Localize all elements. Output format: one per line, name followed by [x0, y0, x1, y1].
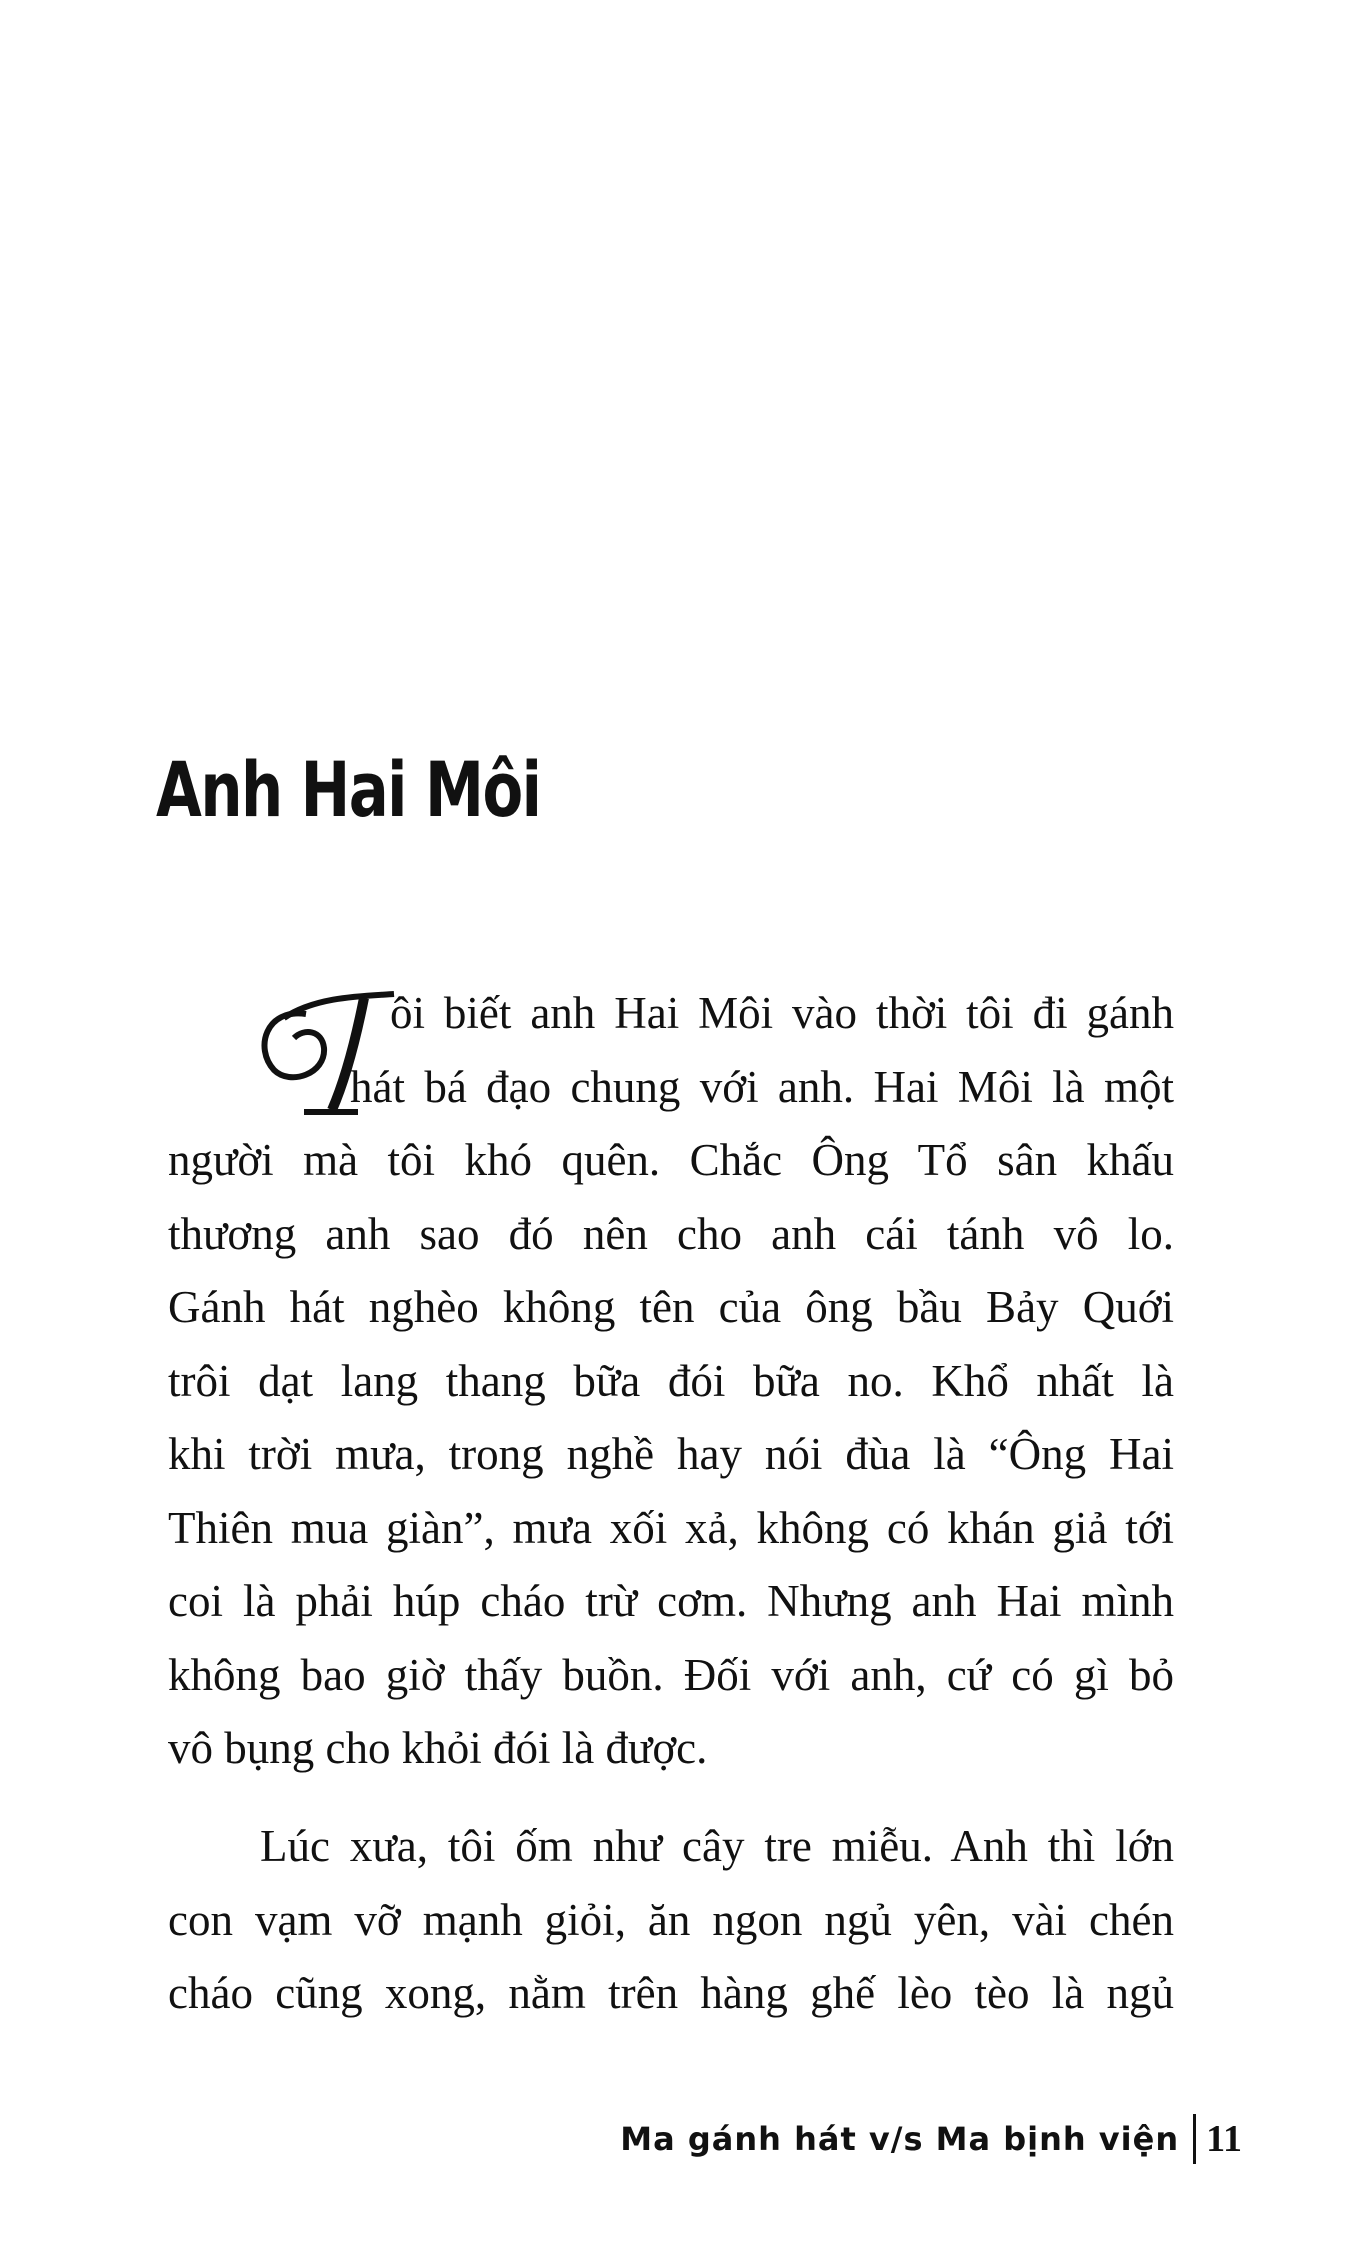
paragraph-line: coi là phải húp cháo trừ cơm. Nhưng anh Hai mình — [168, 1576, 1174, 1626]
paragraph-line: thương anh sao đó nên cho anh cái tánh vô lo. — [168, 1208, 1174, 1259]
paragraph-2 — [168, 1810, 1174, 2031]
paragraph-line: không bao giờ thấy buồn. Đối với anh, cứ có gì bỏ — [168, 1649, 1174, 1700]
page-number: 11 — [1206, 2118, 1242, 2160]
chapter-title: Anh Hai Môi — [156, 745, 541, 834]
paragraph-line: trôi dạt lang thang bữa đói bữa no. Khổ nhất là — [168, 1355, 1174, 1406]
paragraph-line: Gánh hát nghèo không tên của ông bầu Bảy Quới — [168, 1282, 1174, 1332]
paragraph-line: con vạm vỡ mạnh giỏi, ăn ngon ngủ yên, vài chén — [168, 1894, 1174, 1945]
paragraph-line: khi trời mưa, trong nghề hay nói đùa là “Ông Hai — [168, 1429, 1174, 1479]
paragraph-line: Thiên mua giàn”, mưa xối xả, không có khán giả tới — [168, 1502, 1174, 1553]
paragraph-line: vô bụng cho khỏi đói là được. — [168, 1723, 708, 1773]
paragraph-1 — [168, 977, 1174, 1786]
paragraph-line: cháo cũng xong, nằm trên hàng ghế lèo tèo là ngủ — [168, 1968, 1174, 2018]
page-footer — [620, 2114, 1242, 2164]
paragraph-line: người mà tôi khó quên. Chắc Ông Tổ sân khấu — [168, 1135, 1174, 1185]
paragraph-line: hát bá đạo chung với anh. Hai Môi là một — [350, 1061, 1174, 1112]
running-footer-title: Ma gánh hát v/s Ma bịnh viện — [620, 2120, 1180, 2158]
paragraph-line: ôi biết anh Hai Môi vào thời tôi đi gánh — [390, 988, 1174, 1038]
paragraph-line: Lúc xưa, tôi ốm như cây tre miễu. Anh thì lớn — [260, 1821, 1174, 1871]
footer-divider — [1193, 2114, 1196, 2164]
